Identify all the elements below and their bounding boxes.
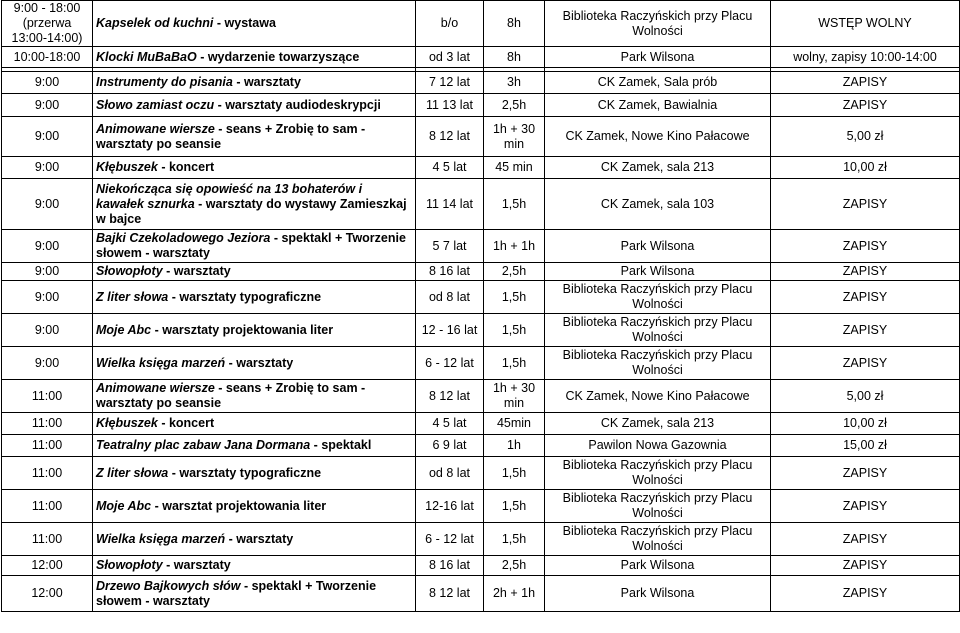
event-title-cell xyxy=(93,157,416,179)
event-duration: 1,5h xyxy=(484,179,545,230)
event-time: 10:00-18:00 xyxy=(2,47,93,68)
title-separator: - xyxy=(196,49,208,64)
title-separator: - xyxy=(225,531,237,546)
event-price: 10,00 zł xyxy=(771,413,960,435)
event-time: 11:00 xyxy=(2,380,93,413)
schedule-row xyxy=(2,72,960,94)
event-duration: 1h + 30 min xyxy=(484,380,545,413)
event-time: 9:00 xyxy=(2,94,93,117)
event-duration: 3h xyxy=(484,72,545,94)
event-title: Animowane wiersze xyxy=(96,121,215,136)
event-age: 6 - 12 lat xyxy=(416,347,484,380)
event-price: ZAPISY xyxy=(771,281,960,314)
event-place: Park Wilsona xyxy=(545,576,771,612)
event-age: b/o xyxy=(416,1,484,47)
event-age: 6 9 lat xyxy=(416,435,484,457)
title-separator: - xyxy=(168,465,180,480)
schedule-row xyxy=(2,47,960,68)
event-title: Słowopłoty xyxy=(96,264,163,278)
event-type: warsztaty xyxy=(173,558,231,572)
event-price: 5,00 zł xyxy=(771,117,960,157)
event-time: 9:00 xyxy=(2,157,93,179)
event-time: 11:00 xyxy=(2,523,93,556)
event-type: warsztaty typograficzne xyxy=(179,465,322,480)
schedule-row xyxy=(2,576,960,612)
event-title: Klocki MuBaBaO xyxy=(96,49,197,64)
event-price: ZAPISY xyxy=(771,457,960,490)
event-title-cell xyxy=(93,576,416,612)
schedule-row xyxy=(2,380,960,413)
schedule-row xyxy=(2,314,960,347)
event-age: od 8 lat xyxy=(416,457,484,490)
event-title-cell xyxy=(93,556,416,576)
event-title: Instrumenty do pisania xyxy=(96,75,233,89)
event-place: Park Wilsona xyxy=(545,47,771,68)
title-separator: - xyxy=(232,75,244,89)
event-price: WSTĘP WOLNY xyxy=(771,1,960,47)
event-place: Biblioteka Raczyńskich przy Placu Wolności xyxy=(545,281,771,314)
event-type: spektakl + Tworzenie słowem - warsztaty xyxy=(96,578,377,608)
event-title-cell xyxy=(93,230,416,263)
event-time: 11:00 xyxy=(2,435,93,457)
event-place: CK Zamek, Nowe Kino Pałacowe xyxy=(545,380,771,413)
schedule-row xyxy=(2,457,960,490)
event-time: 11:00 xyxy=(2,490,93,523)
event-price: ZAPISY xyxy=(771,179,960,230)
event-type: spektakl xyxy=(321,438,372,452)
event-time: 11:00 xyxy=(2,413,93,435)
event-title-cell xyxy=(93,435,416,457)
schedule-row xyxy=(2,117,960,157)
event-type: warsztaty xyxy=(236,531,294,546)
schedule-row xyxy=(2,230,960,263)
event-age: 8 16 lat xyxy=(416,556,484,576)
event-time: 9:00 xyxy=(2,314,93,347)
event-price: ZAPISY xyxy=(771,263,960,281)
event-title-cell xyxy=(93,347,416,380)
event-title: Drzewo Bajkowych słów xyxy=(96,578,241,593)
title-separator: - xyxy=(157,416,169,430)
event-duration: 1,5h xyxy=(484,347,545,380)
event-title: Moje Abc xyxy=(96,498,152,513)
schedule-row xyxy=(2,556,960,576)
event-title: Wielka księga marzeń xyxy=(96,355,226,370)
event-title: Wielka księga marzeń xyxy=(96,531,226,546)
event-title: Kapselek od kuchni xyxy=(96,16,214,30)
event-type: warsztat projektowania liter xyxy=(162,498,327,513)
event-age: 5 7 lat xyxy=(416,230,484,263)
event-age: 8 12 lat xyxy=(416,380,484,413)
event-age: 12 - 16 lat xyxy=(416,314,484,347)
event-age: 12-16 lat xyxy=(416,490,484,523)
event-place: Park Wilsona xyxy=(545,263,771,281)
schedule-row xyxy=(2,523,960,556)
title-separator: - xyxy=(310,438,322,452)
event-title-cell xyxy=(93,281,416,314)
event-age: 11 14 lat xyxy=(416,179,484,230)
title-separator: - xyxy=(194,196,206,211)
event-place: CK Zamek, Sala prób xyxy=(545,72,771,94)
event-title: Moje Abc xyxy=(96,322,152,337)
event-title-cell xyxy=(93,94,416,117)
event-price: ZAPISY xyxy=(771,314,960,347)
event-type: warsztaty xyxy=(236,355,294,370)
event-time: 9:00 xyxy=(2,72,93,94)
event-type: wystawa xyxy=(224,16,276,30)
event-type: warsztaty projektowania liter xyxy=(162,322,334,337)
event-duration: 1,5h xyxy=(484,457,545,490)
title-separator: - xyxy=(151,322,163,337)
title-separator: - xyxy=(240,578,252,593)
event-duration: 2,5h xyxy=(484,94,545,117)
event-type: warsztaty audiodeskrypcji xyxy=(225,97,381,112)
schedule-row xyxy=(2,157,960,179)
event-place: Biblioteka Raczyńskich przy Placu Wolności xyxy=(545,490,771,523)
title-separator: - xyxy=(214,121,226,136)
event-time: 9:00 xyxy=(2,347,93,380)
schedule-row xyxy=(2,94,960,117)
event-duration: 8h xyxy=(484,47,545,68)
event-title-cell xyxy=(93,523,416,556)
event-title: Słowo zamiast oczu xyxy=(96,97,215,112)
event-age: 8 12 lat xyxy=(416,117,484,157)
schedule-row xyxy=(2,347,960,380)
event-title-cell xyxy=(93,117,416,157)
title-separator: - xyxy=(225,355,237,370)
event-duration: 1,5h xyxy=(484,314,545,347)
schedule-row xyxy=(2,179,960,230)
event-price: ZAPISY xyxy=(771,72,960,94)
event-place: CK Zamek, sala 103 xyxy=(545,179,771,230)
event-duration: 1,5h xyxy=(484,281,545,314)
event-title-cell xyxy=(93,380,416,413)
event-place: Biblioteka Raczyńskich przy Placu Wolności xyxy=(545,457,771,490)
title-separator: - xyxy=(157,160,169,174)
event-duration: 45min xyxy=(484,413,545,435)
event-title-cell xyxy=(93,1,416,47)
event-age: od 8 lat xyxy=(416,281,484,314)
event-type: warsztaty xyxy=(173,264,231,278)
event-duration: 1,5h xyxy=(484,523,545,556)
event-type: spektakl + Tworzenie słowem - warsztaty xyxy=(96,231,406,260)
event-title-cell xyxy=(93,314,416,347)
event-place: Park Wilsona xyxy=(545,556,771,576)
event-duration: 2h + 1h xyxy=(484,576,545,612)
event-time: 9:00 - 18:00 (przerwa 13:00-14:00) xyxy=(2,1,93,47)
title-separator: - xyxy=(168,289,180,304)
event-title: Z liter słowa xyxy=(96,465,169,480)
event-age: 4 5 lat xyxy=(416,157,484,179)
title-separator: - xyxy=(162,264,174,278)
event-place: CK Zamek, Bawialnia xyxy=(545,94,771,117)
event-duration: 1,5h xyxy=(484,490,545,523)
event-title-cell xyxy=(93,263,416,281)
event-time: 9:00 xyxy=(2,117,93,157)
event-price: 10,00 zł xyxy=(771,157,960,179)
event-place: Biblioteka Raczyńskich przy Placu Wolności xyxy=(545,1,771,47)
event-title: Animowane wiersze xyxy=(96,381,215,395)
event-title-cell xyxy=(93,47,416,68)
title-separator: - xyxy=(213,16,225,30)
event-type: koncert xyxy=(168,160,215,174)
event-type: warsztaty typograficzne xyxy=(179,289,322,304)
event-time: 12:00 xyxy=(2,576,93,612)
event-title-cell xyxy=(93,413,416,435)
event-age: 4 5 lat xyxy=(416,413,484,435)
schedule-row xyxy=(2,281,960,314)
title-separator: - xyxy=(162,558,174,572)
event-title: Słowopłoty xyxy=(96,558,163,572)
event-age: 7 12 lat xyxy=(416,72,484,94)
title-separator: - xyxy=(270,231,282,245)
schedule-row xyxy=(2,490,960,523)
schedule-rows xyxy=(2,1,960,612)
event-type: koncert xyxy=(168,416,215,430)
event-title: Niekończąca się opowieść na 13 bohaterów i kawałek sznurka xyxy=(96,181,363,211)
event-type: wydarzenie towarzyszące xyxy=(207,49,360,64)
event-place: Pawilon Nowa Gazownia xyxy=(545,435,771,457)
event-time: 9:00 xyxy=(2,263,93,281)
schedule-row xyxy=(2,1,960,47)
event-age: 8 12 lat xyxy=(416,576,484,612)
event-time: 12:00 xyxy=(2,556,93,576)
event-price: wolny, zapisy 10:00-14:00 xyxy=(771,47,960,68)
event-duration: 1h + 30 min xyxy=(484,117,545,157)
event-title-cell xyxy=(93,72,416,94)
event-time: 9:00 xyxy=(2,281,93,314)
event-title: Kłębuszek xyxy=(96,416,158,430)
event-place: CK Zamek, sala 213 xyxy=(545,157,771,179)
event-title: Bajki Czekoladowego Jeziora xyxy=(96,231,271,245)
event-type: warsztaty xyxy=(243,75,301,89)
title-separator: - xyxy=(151,498,163,513)
event-age: 6 - 12 lat xyxy=(416,523,484,556)
event-place: Biblioteka Raczyńskich przy Placu Wolności xyxy=(545,347,771,380)
event-place: Biblioteka Raczyńskich przy Placu Wolności xyxy=(545,523,771,556)
event-type: seans + Zrobię to sam - warsztaty po seansie xyxy=(96,121,366,151)
title-separator: - xyxy=(214,97,226,112)
event-title-cell xyxy=(93,179,416,230)
title-separator: - xyxy=(214,381,226,395)
event-duration: 1h + 1h xyxy=(484,230,545,263)
schedule-row xyxy=(2,263,960,281)
event-title: Z liter słowa xyxy=(96,289,169,304)
event-price: ZAPISY xyxy=(771,523,960,556)
event-age: 11 13 lat xyxy=(416,94,484,117)
event-age: od 3 lat xyxy=(416,47,484,68)
event-duration: 45 min xyxy=(484,157,545,179)
event-price: ZAPISY xyxy=(771,347,960,380)
event-place: Park Wilsona xyxy=(545,230,771,263)
event-time: 9:00 xyxy=(2,179,93,230)
event-place: CK Zamek, Nowe Kino Pałacowe xyxy=(545,117,771,157)
event-title: Kłębuszek xyxy=(96,160,158,174)
event-duration: 1h xyxy=(484,435,545,457)
event-title-cell xyxy=(93,457,416,490)
event-title: Teatralny plac zabaw Jana Dormana xyxy=(96,438,311,452)
event-age: 8 16 lat xyxy=(416,263,484,281)
event-time: 11:00 xyxy=(2,457,93,490)
event-place: CK Zamek, sala 213 xyxy=(545,413,771,435)
schedule-table xyxy=(1,0,960,612)
event-title-cell xyxy=(93,490,416,523)
event-time: 9:00 xyxy=(2,230,93,263)
event-duration: 2,5h xyxy=(484,263,545,281)
event-price: ZAPISY xyxy=(771,94,960,117)
event-price: ZAPISY xyxy=(771,230,960,263)
schedule-row xyxy=(2,413,960,435)
event-price: 15,00 zł xyxy=(771,435,960,457)
event-type: seans + Zrobię to sam - warsztaty po seansie xyxy=(96,381,366,410)
event-price: ZAPISY xyxy=(771,490,960,523)
schedule-row xyxy=(2,435,960,457)
event-duration: 8h xyxy=(484,1,545,47)
event-price: ZAPISY xyxy=(771,576,960,612)
event-place: Biblioteka Raczyńskich przy Placu Wolności xyxy=(545,314,771,347)
event-price: ZAPISY xyxy=(771,556,960,576)
event-price: 5,00 zł xyxy=(771,380,960,413)
event-type: warsztaty do wystawy Zamieszkaj w bajce xyxy=(96,196,407,226)
event-duration: 2,5h xyxy=(484,556,545,576)
